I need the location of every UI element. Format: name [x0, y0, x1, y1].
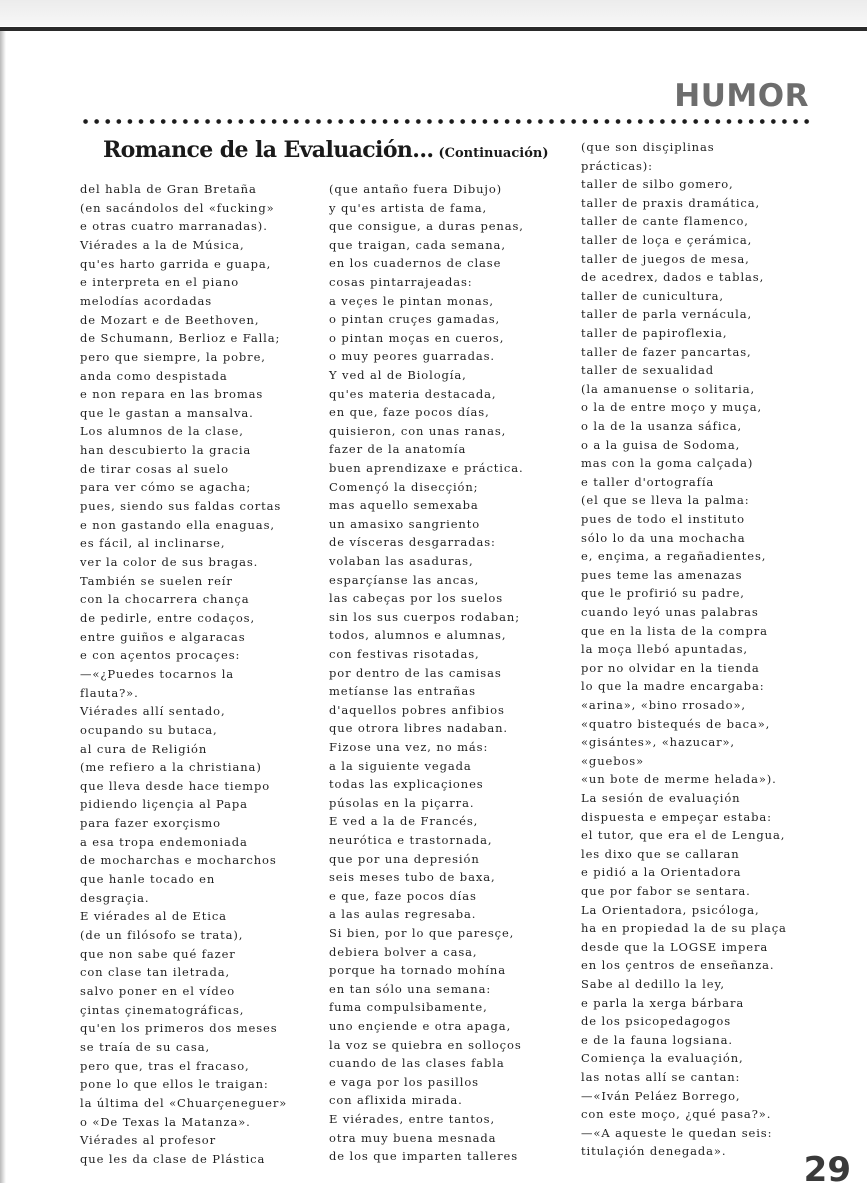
poem-line: taller de loça e çerámica, [581, 233, 753, 247]
poem-line: d'aquellos pobres anfibios [329, 702, 505, 717]
poem-line: «un bote de merme helada»). [581, 772, 777, 787]
poem-line: (de un filósofo se trata), [80, 928, 244, 942]
poem-line: cuando leyó unas palabras [581, 605, 759, 619]
poem-line: taller de sexualidad [581, 363, 715, 378]
poem-line: volaban las asaduras, [329, 554, 474, 568]
poem-line: el tutor, que era el de Lengua, [581, 828, 786, 843]
poem-line: çintas çinematográficas, [80, 1002, 245, 1017]
poem-line: por dentro de las camisas [329, 665, 502, 680]
poem-line: esparçíanse las ancas, [329, 572, 480, 587]
poem-line: con aflixida mirada. [329, 1093, 463, 1108]
poem-line: taller de papiroflexia, [581, 326, 728, 340]
poem-line: que les da clase de Plástica [80, 1151, 266, 1166]
poem-line: han descubierto la gracia [80, 443, 252, 458]
poem-line: e pidió a la Orientadora [581, 865, 742, 880]
poem-line: anda como despistada [80, 368, 228, 383]
poem-line: que otrora libres nadaban. [329, 721, 508, 736]
poem-line: pues teme las amenazas [581, 567, 743, 582]
poem-line: o la de la usanza sáfica, [581, 419, 743, 433]
poem-line: (en sacándolos del «fucking» [80, 200, 275, 215]
poem-line: de Mozart e de Beethoven, [80, 312, 260, 327]
poem-line: todas las explicaçiones [329, 777, 484, 792]
poem-line: «gisántes», «hazucar», [581, 735, 735, 750]
poem-line: de los que imparten talleres [329, 1149, 519, 1164]
poem-line: pero que, tras el fracaso, [80, 1058, 250, 1073]
page-number: 29 [803, 1150, 851, 1190]
poem-line: e parla la xerga bárbara [581, 995, 745, 1010]
section-header: HUMOR [674, 78, 809, 114]
poem-line: con este moço, ¿qué pasa?». [581, 1107, 772, 1122]
poem-line: «arina», «bino rrosado», [581, 698, 746, 712]
poem-line: La Orientadora, psicóloga, [581, 902, 760, 917]
poem-line: (el que se lleva la palma: [581, 493, 750, 508]
poem-line: a esa tropa endemoniada [80, 834, 248, 849]
poem-line: Comiença la evaluaçión, [581, 1051, 744, 1066]
poem-line: taller de silbo gomero, [581, 177, 734, 192]
poem-line: las cabeças por los suelos [329, 591, 504, 606]
poem-line: un amasixo sangriento [329, 516, 481, 531]
poem-line: (que son disçiplinas [581, 140, 715, 154]
poem-line: de acedrex, dados e tablas, [581, 270, 765, 285]
poem-line: mas con la goma calçada) [581, 456, 754, 471]
poem-line: que le profirió su padre, [581, 586, 745, 601]
poem-line: de mocharchas e mocharchos [80, 853, 277, 868]
poem-line: salvo poner en el vídeo [80, 983, 236, 998]
poem-line: (me refiero a la christiana) [80, 760, 262, 775]
poem-line: qu'es materia destacada, [329, 386, 497, 401]
poem-line: taller de cante flamenco, [581, 214, 749, 229]
poem-line: en tan sólo una semana: [329, 981, 492, 996]
poem-line: o muy peores guarradas. [329, 349, 495, 364]
poem-line: fazer de la anatomía [329, 442, 467, 457]
poem-line: de los psicopedagogos [581, 1014, 732, 1029]
poem-line: E viérades al de Etica [80, 909, 227, 924]
poem-line: Sabe al dedillo la ley, [581, 977, 725, 991]
poem-line: neurótica e trastornada, [329, 833, 493, 847]
poem-line: Y ved al de Biología, [329, 368, 467, 382]
poem-line: cosas pintarrajeadas: [329, 275, 473, 289]
poem-line: al cura de Religión [80, 741, 208, 756]
poem-line: pidiendo liçençia al Papa [80, 797, 248, 812]
article-title [103, 137, 549, 163]
top-rule [0, 27, 867, 31]
article-title-text: Romance de la Evaluación... [103, 137, 434, 163]
poem-line: o «De Texas la Matanza». [80, 1114, 251, 1129]
poem-line: seis meses tubo de baxa, [329, 870, 496, 885]
poem-line: E viérades, entre tantos, [329, 1112, 496, 1126]
poem-line: pues, siendo sus faldas cortas [80, 499, 282, 514]
poem-line: ha en propiedad la de su plaça [581, 921, 787, 936]
poem-line: E ved a la de Francés, [329, 814, 479, 829]
poem-line: sin los sus cuerpos rodaban; [329, 609, 520, 624]
poem-line: titulaçión denegada». [581, 1144, 727, 1159]
poem-line: entre guiños e algaracas [80, 629, 246, 644]
dotted-rule [80, 117, 813, 126]
poem-line: para fazer exorçismo [80, 816, 221, 831]
poem-line: (la amanuense o solitaria, [581, 381, 756, 396]
poem-line: e que, faze pocos días [329, 888, 477, 903]
poem-line: Viérades a la de Música, [80, 237, 245, 252]
poem-line: e vaga por los pasillos [329, 1074, 479, 1089]
binding-shadow [0, 31, 6, 1183]
poem-line: Los alumnos de la clase, [80, 424, 244, 439]
poem-line: a las aulas regresaba. [329, 907, 477, 922]
poem-line: que lleva desde hace tiempo [80, 778, 271, 793]
poem-line: pero que siempre, la pobre, [80, 349, 266, 364]
poem-line: la última del «Chuarçeneguer» [80, 1095, 288, 1110]
poem-line: que en la lista de la compra [581, 623, 768, 638]
poem-line: púsolas en la piçarra. [329, 795, 475, 810]
poem-line: debiera bolver a casa, [329, 944, 478, 959]
poem-line: les dixo que se callaran [581, 846, 740, 861]
poem-line: todos, alumnos e alumnas, [329, 628, 507, 643]
poem-line: Viérades allí sentado, [80, 704, 226, 719]
poem-line: o pintan moças en cueros, [329, 330, 505, 345]
poem-line: que le gastan a mansalva. [80, 405, 254, 420]
poem-line: taller de praxis dramática, [581, 195, 761, 210]
poem-line: e taller d'ortografía [581, 474, 715, 489]
poem-line: e, ençima, a regañadientes, [581, 549, 767, 564]
poem-line: con festivas risotadas, [329, 647, 480, 661]
poem-line: se traía de su casa, [80, 1039, 211, 1054]
poem-line: es fácil, al inclinarse, [80, 536, 226, 551]
poem-line: Viérades al profesor [80, 1133, 217, 1148]
poem-line: que por una depresión [329, 851, 480, 866]
poem-line: que consigue, a duras penas, [329, 219, 524, 234]
poem-line: taller de juegos de mesa, [581, 251, 750, 266]
poem-line: desgraçia. [80, 890, 150, 905]
poem-line: melodías acordadas [80, 293, 213, 308]
poem-line: para ver cómo se agacha; [80, 480, 252, 495]
poem-line: qu'en los primeros dos meses [80, 1021, 278, 1036]
poem-line: —«Iván Peláez Borrego, [581, 1088, 741, 1103]
poem-line: buen aprendizaxe e práctica. [329, 461, 524, 475]
poem-line: e otras cuatro marranadas). [80, 219, 268, 234]
poem-line: e non repara en las bromas [80, 387, 264, 402]
poem-line: taller de cunicultura, [581, 288, 724, 303]
poem-line: a veçes le pintan monas, [329, 293, 494, 308]
article-subtitle: (Continuación) [438, 146, 549, 161]
poem-line: Començó la disecçión; [329, 479, 479, 494]
poem-line: que hanle tocado en [80, 872, 216, 887]
poem-line: flauta?». [80, 685, 139, 700]
poem-line: que non sabe qué fazer [80, 946, 236, 961]
poem-line: de tirar cosas al suelo [80, 461, 229, 476]
poem-line: desde que la LOGSE impera [581, 939, 769, 954]
poem-line: de pedirle, entre codaços, [80, 610, 256, 625]
poem-line: metíanse las entrañas [329, 684, 476, 699]
poem-line: otra muy buena mesnada [329, 1130, 497, 1145]
poem-line: las notas allí se cantan: [581, 1070, 741, 1084]
poem-line: La sesión de evaluaçión [581, 791, 741, 805]
poem-line: fuma compulsibamente, [329, 1000, 488, 1015]
poem-line: prácticas): [581, 158, 653, 173]
poem-line: ocupando su butaca, [80, 722, 218, 737]
poem-line: e interpreta en el piano [80, 275, 240, 290]
poem-line: en los cuadernos de clase [329, 256, 502, 271]
poem-line: (que antaño fuera Dibujo) [329, 182, 503, 196]
poem-line: —«¿Puedes tocarnos la [80, 666, 235, 681]
poem-line: la moça llebó apuntadas, [581, 642, 748, 657]
poem-line: y qu'es artista de fama, [329, 200, 488, 215]
poem-line: de vísceras desgarradas: [329, 535, 496, 550]
poem-line: pone lo que ellos le traigan: [80, 1077, 269, 1092]
poem-line: Fizose una vez, no más: [329, 740, 489, 754]
poem-line: sólo lo da una mochacha [581, 530, 746, 545]
poem-line: taller de parla vernácula, [581, 307, 753, 322]
poem-line: a la siguiente vegada [329, 758, 472, 773]
page-top-band [0, 0, 867, 26]
poem-line: o la de entre moço y muça, [581, 400, 763, 415]
poem-line: la voz se quiebra en solloços [329, 1037, 522, 1052]
poem-line: —«A aqueste le quedan seis: [581, 1125, 773, 1140]
poem-line: con clase tan iletrada, [80, 965, 231, 980]
poem-line: en que, faze pocos días, [329, 405, 490, 420]
poem-line: cuando de las clases fabla [329, 1056, 505, 1071]
poem-line: pues de todo el instituto [581, 512, 745, 526]
poem-line: ver la color de sus bragas. [80, 555, 259, 569]
poem-line: e con açentos procaçes: [80, 648, 241, 663]
poem-line: «quatro bistequés de baca», [581, 716, 771, 731]
poem-line: e de la fauna logsiana. [581, 1032, 733, 1047]
poem-line: También se suelen reír [80, 573, 233, 588]
poem-line: con la chocarrera chança [80, 592, 250, 607]
poem-line: quisieron, con unas ranas, [329, 423, 507, 438]
poem-line: lo que la madre encargaba: [581, 679, 765, 694]
poem-line: en los çentros de enseñanza. [581, 958, 775, 973]
poem-line: que por fabor se sentara. [581, 884, 751, 898]
poem-line: del habla de Gran Bretaña [80, 182, 257, 196]
poem-line: e non gastando ella enaguas, [80, 517, 275, 532]
poem-line: por no olvidar en la tienda [581, 660, 760, 675]
poem-line: uno ençiende e otra apaga, [329, 1019, 512, 1033]
poem-line: mas aquello semexaba [329, 498, 479, 513]
poem-line: qu'es harto garrida e guapa, [80, 256, 272, 271]
poem-line: dispuesta e empeçar estaba: [581, 809, 772, 824]
poem-line: taller de fazer pancartas, [581, 344, 752, 359]
poem-line: «guebos» [581, 753, 645, 768]
poem-line: o a la guisa de Sodoma, [581, 437, 741, 452]
poem-line: que traigan, cada semana, [329, 237, 506, 252]
poem-line: de Schumann, Berlioz e Falla; [80, 331, 281, 346]
poem-line: o pintan cruçes gamadas, [329, 312, 501, 327]
poem-line: Si bien, por lo que paresçe, [329, 926, 515, 940]
poem-line: porque ha tornado mohína [329, 963, 506, 978]
